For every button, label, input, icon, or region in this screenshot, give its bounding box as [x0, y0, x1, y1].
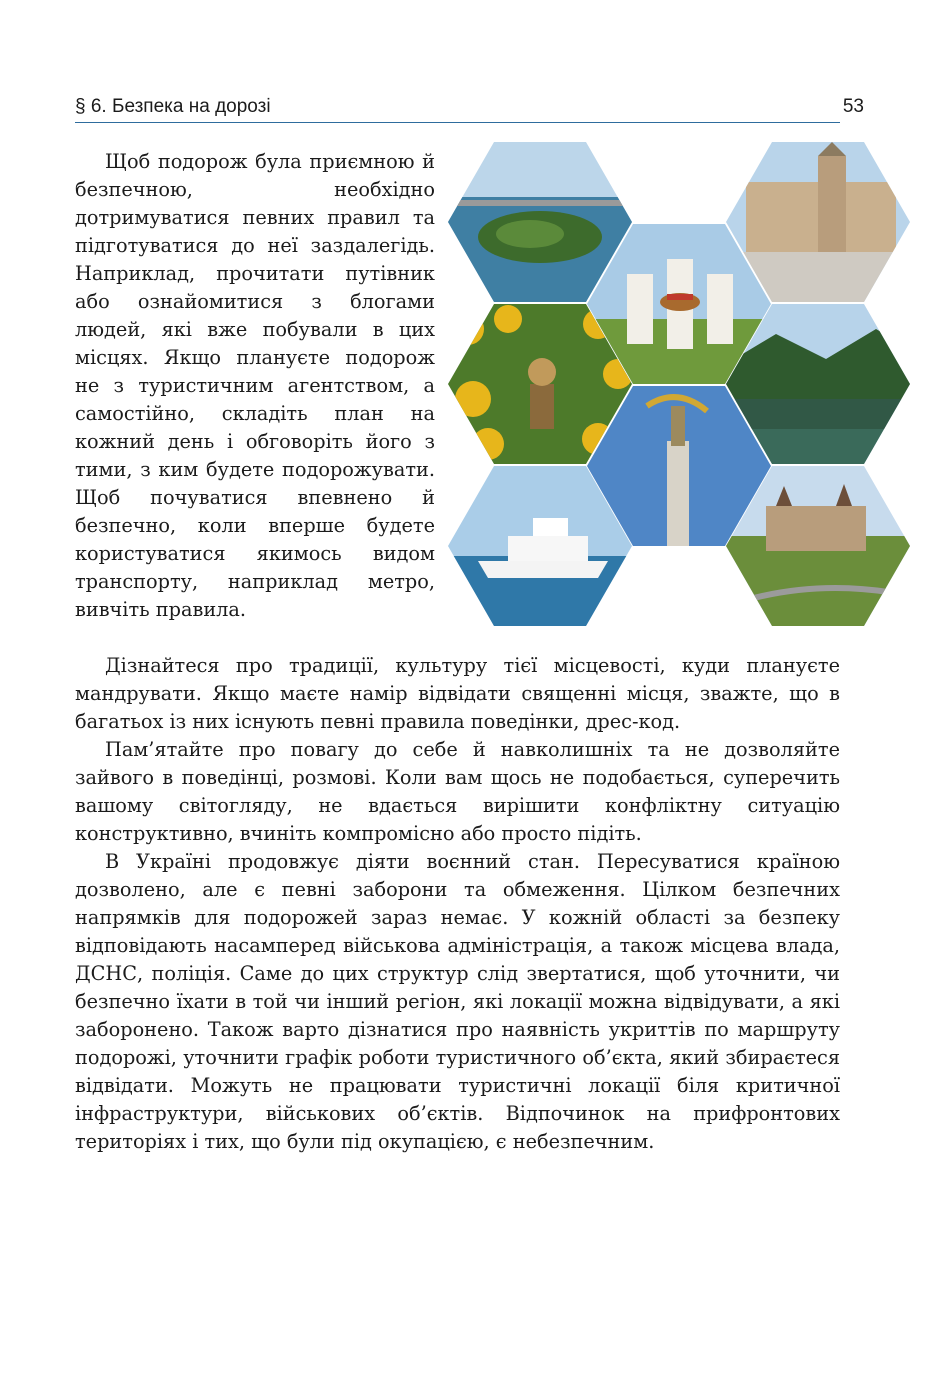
intro-column: [75, 148, 435, 624]
paragraph-martial-law: В Україні продовжує діяти воєнний стан. Пересуватися країною дозволено, але є певні заборони та обмеження. Цілком безпечних напрямків для подорожей зараз немає. У кожній області за безпеку відповідають насамперед військова адміністрація, а також місцева влада, ДСНС, поліція. Саме до цих структур слід звертатися, щоб уточнити, чи безпечно їхати в той чи інший регіон, які локації можна відвідувати, а які заборонено. Також варто дізнатися про наявність укриттів по маршруту подорожі, уточнити графік роботи туристичного об’єкта, який збираєтеся відвідати. Можуть не працювати туристичні локації біля критичної інфраструктури, військових об’єктів. Відпочинок на прифронтових територіях і тих, що були під окупацією, є небезпечним.: [75, 850, 840, 1153]
body-text: [75, 652, 840, 1156]
paragraph-intro: Щоб подорож була приємною й безпечною, необхідно дотримуватися певних правил та підготуватися до неї заздалегідь. Наприклад, прочитати путівник або ознайомитися з блогами людей, які вже побували в цих місцях. Якщо плануєте подорож не з туристичним агентством, а самостійно, складіть план на кожний день і обговоріть його з тими, з ким будете подорожувати. Щоб почуватися впевнено й безпечно, коли вперше будете користуватися якимось видом транспорту, наприклад метро, вивчіть правила.: [75, 150, 435, 621]
page-number: 53: [842, 96, 864, 117]
cruise-ship-photo: [448, 466, 632, 626]
paragraph-respect: Пам’ятайте про повагу до себе й навколишніх та не дозволяйте зайвого в поведінці, розмові. Коли вам щось не подобається, суперечить вашому світогляду, не вдається вирішити конфліктну ситуацію конструктивно, вчиніть компромісно або просто підіть.: [75, 738, 840, 845]
page-header: [75, 92, 864, 123]
travel-photo-collage: [448, 142, 910, 628]
section-title: § 6. Безпека на дорозі: [75, 96, 271, 117]
paragraph-traditions: Дізнайтеся про традиції, культуру тієї місцевості, куди плануєте мандрувати. Якщо маєте намір відвідати священні місця, зважте, що в багатьох із них існують певні правила поведінки, дрес-код.: [75, 654, 840, 733]
hilltop-castle-photo: [726, 466, 910, 626]
